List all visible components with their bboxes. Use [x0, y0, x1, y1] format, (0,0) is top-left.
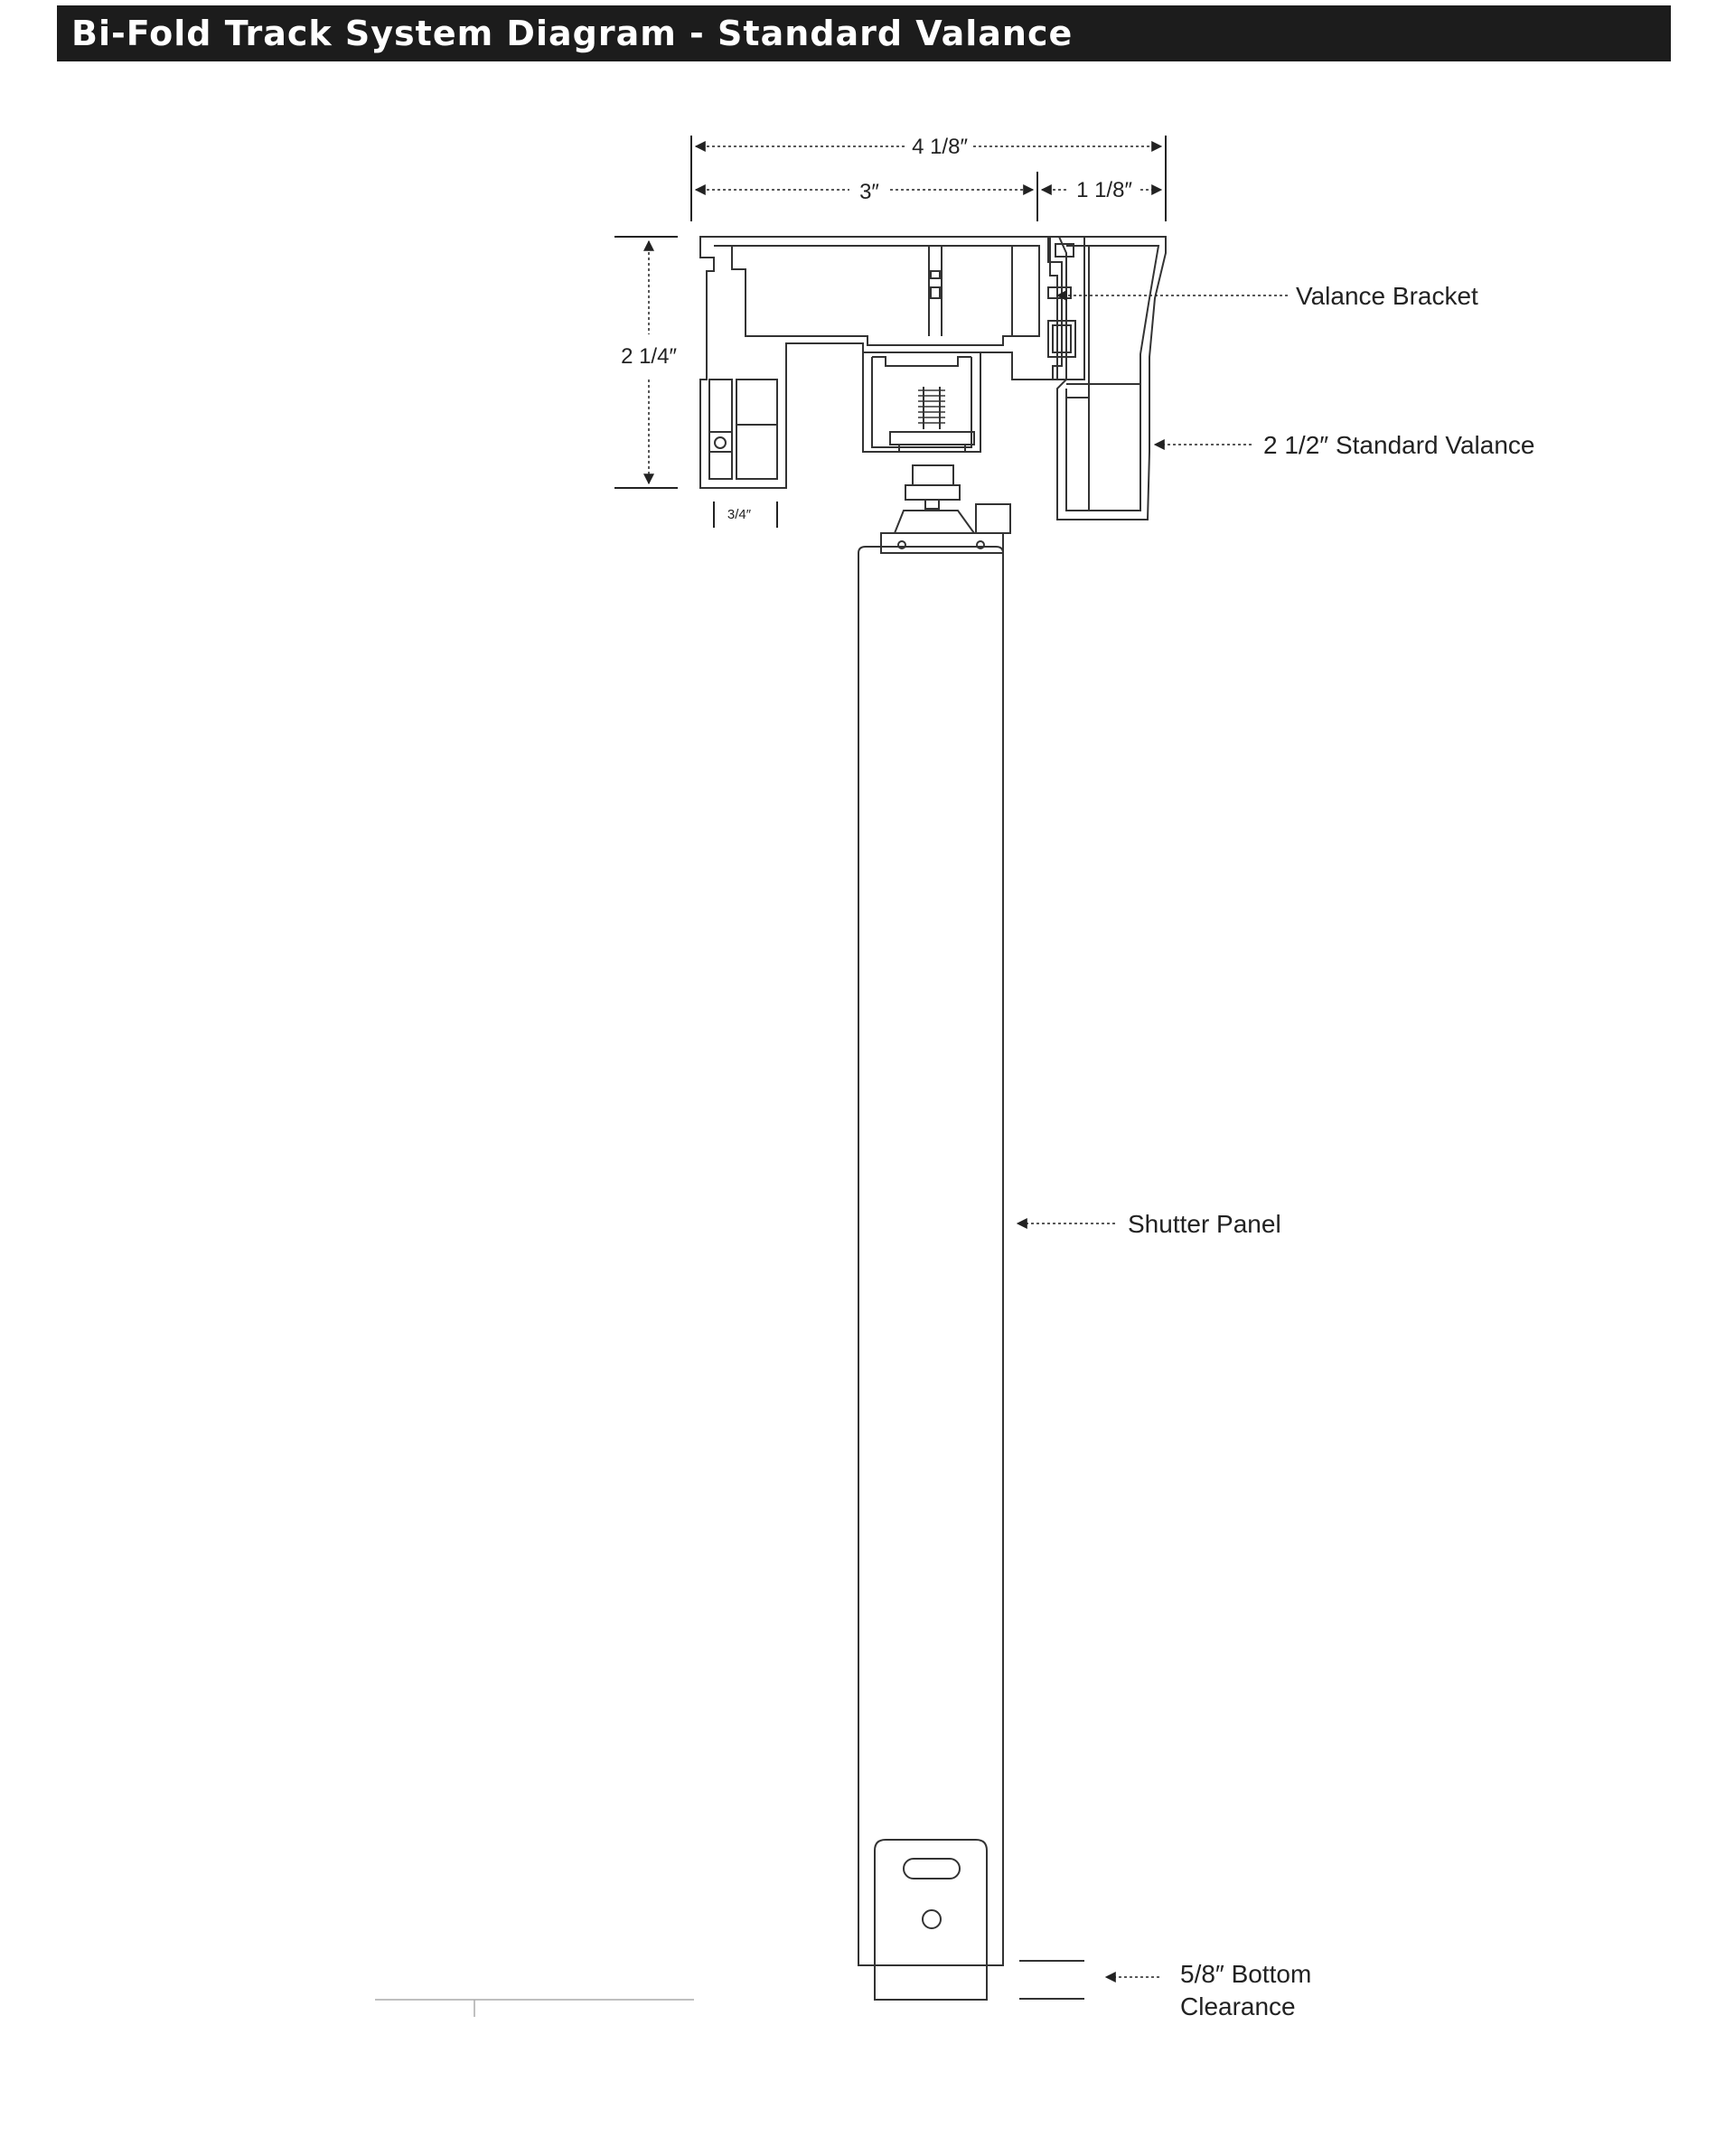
standard-valance	[1057, 237, 1166, 520]
callout-standard-valance	[1155, 431, 1535, 459]
dimension-small-offset	[714, 502, 777, 528]
bracket-width-label: 1 1/8″	[1076, 178, 1132, 202]
shutter-panel-label: Shutter Panel	[1128, 1210, 1281, 1238]
standard-valance-label: 2 1/2″ Standard Valance	[1263, 431, 1535, 459]
bottom-clearance-marks	[1019, 1961, 1084, 1999]
dimension-track-height	[614, 237, 678, 488]
bottom-clearance-label-line2: Clearance	[1180, 1992, 1296, 2020]
track-width-label: 3″	[859, 180, 879, 204]
bottom-clearance-label-line1: 5/8″ Bottom	[1180, 1960, 1312, 1988]
small-offset-label: 3/4″	[727, 507, 752, 522]
floor-line	[375, 2000, 694, 2017]
track-height-label: 2 1/4″	[621, 344, 677, 369]
dimension-track-width	[696, 172, 1037, 221]
pivot-carrier	[881, 387, 1010, 553]
overall-width-label: 4 1/8″	[912, 135, 968, 159]
callout-valance-bracket	[1057, 282, 1478, 310]
track-extrusion	[700, 237, 1057, 488]
valance-bracket-label: Valance Bracket	[1296, 282, 1478, 310]
callout-shutter-panel	[1018, 1210, 1281, 1238]
page-title: Bi-Fold Track System Diagram - Standard Valance	[71, 14, 1074, 53]
shutter-panel	[858, 547, 1003, 2000]
callout-bottom-clearance	[1106, 1960, 1311, 2020]
dimension-bracket-width	[1042, 178, 1161, 202]
